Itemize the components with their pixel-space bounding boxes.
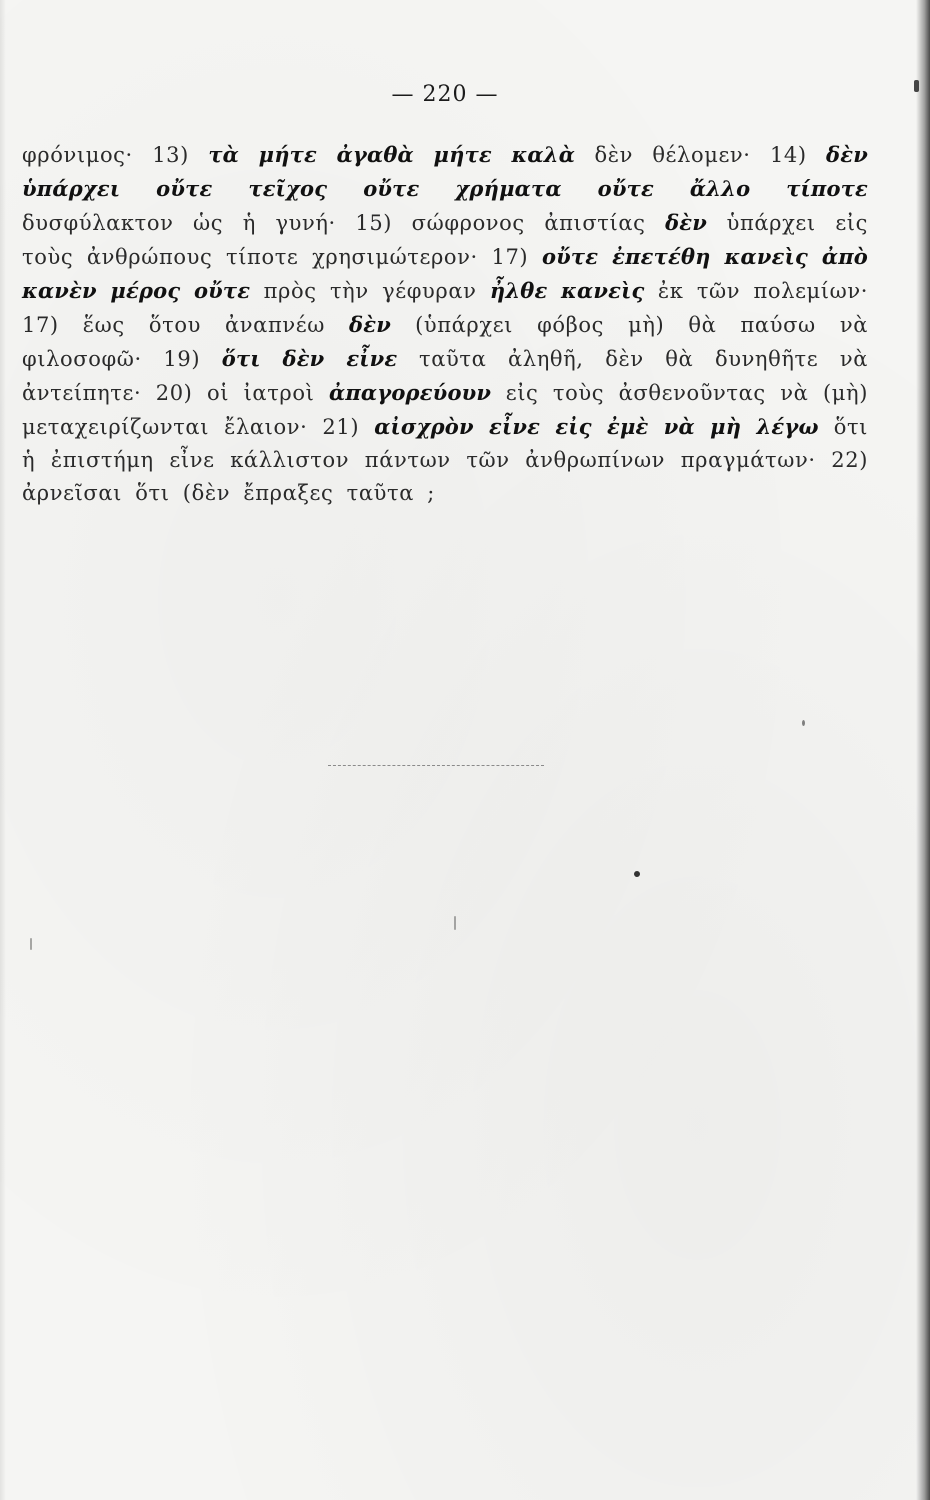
emphasized-phrase: τὰ μήτε ἀγαθὰ μήτε καλὰ bbox=[208, 142, 576, 167]
text-run: δὲν θέλομεν· 14) bbox=[575, 143, 827, 167]
text-run: ὅτι ἡ ἐπιστήμη εἶνε κάλλιστον πάντων τῶν ἀνθρωπίνων πραγμάτων· 22) ἀρνεῖσαι ὅτι (δὲν ἔπραξες ταῦτα ; bbox=[22, 415, 868, 505]
emphasized-phrase: αἰσχρὸν εἶνε εἰς ἐμὲ νὰ μὴ λέγω bbox=[374, 414, 819, 439]
emphasized-phrase: ὅτι δὲν εἶνε bbox=[221, 346, 398, 371]
text-run: πρὸς τὴν γέφυραν bbox=[250, 279, 490, 303]
emphasized-phrase: ἀπαγορεύουν bbox=[328, 380, 492, 405]
page-right-edge-shadow bbox=[916, 0, 930, 1500]
emphasized-phrase: οὔτε ἐπετέθη κανεὶς ἀπὸ κανὲν μέρος οὔτε bbox=[22, 244, 869, 303]
exercise-paragraph bbox=[22, 138, 868, 510]
ink-speck bbox=[914, 80, 919, 92]
text-run: ταῦτα ἀληθῆ, δὲν θὰ δυνηθῆτε νὰ ἀντείπητε· 20) οἱ ἰατροὶ bbox=[22, 347, 869, 405]
ink-speck bbox=[634, 871, 640, 877]
page-number: — 220 — bbox=[391, 82, 499, 107]
ink-speck bbox=[30, 938, 32, 950]
text-run: δυσφύλακτον ὡς ἡ γυνή· 15) σώφρονος ἀπιστίας bbox=[22, 211, 666, 235]
section-divider-rule bbox=[328, 765, 544, 766]
emphasized-phrase: δὲν ὑπάρχει οὔτε τεῖχος οὔτε χρήματα οὔτε ἄλλο τίποτε bbox=[22, 142, 868, 201]
emphasized-phrase: ἦλθε κανεὶς bbox=[489, 278, 645, 303]
ink-speck bbox=[454, 916, 456, 930]
text-run: φρόνιμος· 13) bbox=[22, 143, 209, 167]
emphasized-phrase: δὲν bbox=[665, 210, 708, 235]
text-run: εἰς τοὺς ἀσθενοῦντας νὰ (μὴ) μεταχειρίζωνται ἔλαιον· 21) bbox=[22, 381, 868, 439]
ink-speck bbox=[802, 720, 805, 726]
text-run: (ὑπάρχει φόβος μὴ) θὰ παύσω νὰ φιλοσοφῶ· 19) bbox=[22, 313, 868, 371]
text-run: ὑπάρχει εἰς τοὺς ἀνθρώπους τίποτε χρησιμώτερον· 17) bbox=[22, 211, 868, 269]
page-left-shadow bbox=[0, 0, 6, 1500]
text-run: ἐκ τῶν πολεμίων· 17) ἕως ὅτου ἀναπνέω bbox=[22, 279, 868, 337]
emphasized-phrase: δὲν bbox=[349, 312, 391, 337]
